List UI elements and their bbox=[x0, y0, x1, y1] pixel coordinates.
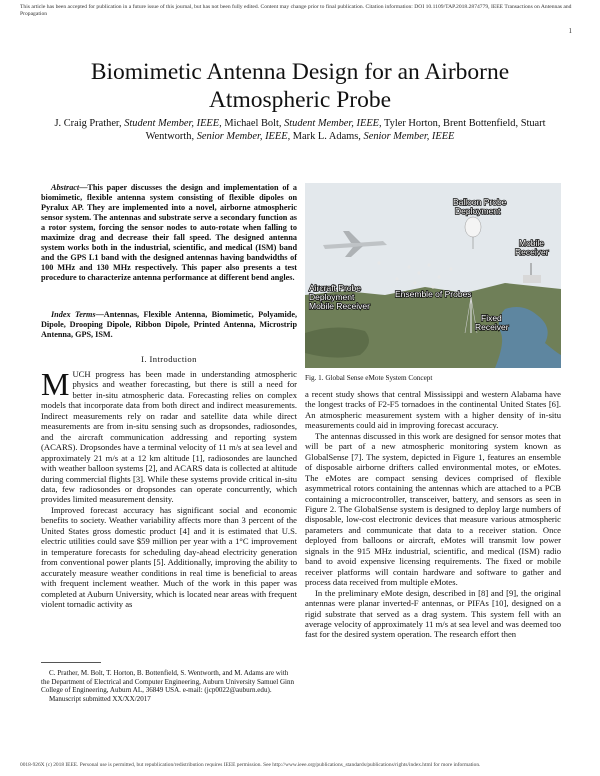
author-membership: Student Member, IEEE, bbox=[124, 118, 222, 129]
abstract-label: Abstract bbox=[51, 183, 80, 192]
author-membership: Senior Member, IEEE, bbox=[196, 131, 291, 142]
journal-notice: This article has been accepted for publication in a future issue of this journal, but has not been fully edited. Content may change prior to final publication. Citation information: DOI 10.1109/TAP.2018.2874779, IEEE Transactions on Antennas and Propagation bbox=[20, 4, 572, 17]
index-terms-text: —Antennas, Flexible Antenna, Biomimetic, Polyamide, Dipole, Drooping Dipole, Ribbon Dipole, Printed Antenna, Microstrip Antenna, GPS, ISM. bbox=[41, 310, 298, 340]
author-list bbox=[40, 117, 560, 143]
figure-system-concept bbox=[305, 183, 561, 368]
author-name: Stuart Wentworth, bbox=[145, 118, 546, 142]
index-terms-label: Index Terms bbox=[51, 310, 96, 319]
balloon-icon bbox=[465, 217, 481, 237]
page-number: 1 bbox=[568, 27, 572, 35]
abstract-text: —This paper discusses the design and implementation of a biomimetic, flexible antenna system consisting of flexible dipoles on Pyralux AP. They are implemented into a novel, airborne atmospheric sensor system. The antennas and substrate serve a secondary function as a rotor system, forcing the sensor nodes to auto-rotate when falling to maximize drag and decrease their fall speed. The designed antenna system works both in the industrial, scientific, and medical (ISM) band and the GPS L1 band with the designed antennas having bandwidths of 100 MHz and 130 MHz respectively. This paper also presents a test procedure to characterize antenna performance at different bend angles. bbox=[41, 183, 297, 283]
figure-caption: Fig. 1. Global Sense eMote System Concept bbox=[305, 374, 433, 382]
body-paragraph: a recent study shows that central Mississippi and western Alabama have the longest tracks of F2-F5 tornadoes in the continental United States [6]. An atmospheric measurement system with a higher density of in-situ measurements could aid in improving forecast accuracy. bbox=[305, 389, 561, 431]
label-fixed-receiver: Fixed Receiver bbox=[475, 313, 509, 332]
author-name: J. Craig Prather, bbox=[54, 118, 122, 129]
author-name: Mark L. Adams, bbox=[292, 131, 361, 142]
section-heading: I. Introduction bbox=[141, 354, 197, 364]
body-paragraph: The antennas discussed in this work are designed for sensor motes that will be part of a new atmospheric monitoring system known as GlobalSense [7]. The system, depicted in Figure 1, features an ensemble of disposable airborne drifters called environmental motes, or eMotes. The eMotes are compact sensing devices comprised of flexible asymmetrical rotors containing the antennas which are attached to a PCB containing a microcontroller, transceiver, battery, and sensors as seen in Figure 2. The GlobalSense system is designed to deploy large numbers of disposable, low-cost electronic devices that measure various atmospheric parameters and communicate that data to a receiver station. Once deployed from balloons or aircraft, eMotes will transmit low power signals in the 915 MHz industrial, scientific, and medical (ISM) radio band to avoid expensive licensing requirements. The fixed or mobile receiver platforms will contain hardware and software to gather and process data received from multiple eMotes. bbox=[305, 430, 561, 588]
figure-land-shade bbox=[305, 327, 369, 357]
body-paragraph: Improved forecast accuracy has significant social and economic benefits to society. Weather variability affects more than 3 percent of the United States gross domestic product [4] and it is estimated that U.S. electric utilities could save $59 million per year with a 1°C improvement in temperature forecasts for scheduling day-ahead electricity generation from conventional power plants [5]. Additionally, improving the ability to accurately measure weather conditions in real time is beneficial to areas with frequent inclement weather. Much of the work in this paper was completed at Auburn University, which is located near areas with frequent violent tornadic activity as bbox=[41, 504, 297, 609]
index-terms bbox=[41, 310, 297, 340]
copyright-footer: 0018-926X (c) 2018 IEEE. Personal use is permitted, but republication/redistribution requires IEEE permission. See http://www.ieee.org/publications_standards/publications/rights/index.html for more information. bbox=[20, 762, 481, 768]
paper-title: Biomimetic Antenna Design for an Airborne Atmospheric Probe bbox=[90, 59, 510, 113]
author-membership: Senior Member, IEEE bbox=[363, 131, 455, 142]
right-column-body bbox=[305, 389, 561, 640]
footnote-affiliation: C. Prather, M. Bolt, T. Horton, B. Bottenfield, S. Wentworth, and M. Adams are with the Department of Electrical and Computer Engineering, Auburn University Samuel Ginn College of Engineering, Auburn AL, 36849 USA. e-mail: (jcp0022@auburn.edu). bbox=[41, 669, 295, 694]
label-aircraft-deployment: Aircraft Probe Deployment Mobile Receiver bbox=[309, 283, 370, 311]
label-ensemble: Ensemble of Probes bbox=[395, 289, 472, 299]
paragraph-text: UCH progress has been made in understanding atmospheric physics and weather forecasting, but there is still a need for better in-situ atmospheric data. Forecasting relies on complex models that incorporate data from both direct and indirect measurements. Indirect measurements rely on radar and satellite data while direct measurements are from in-situ sensing such as dropsondes, radiosondes, and the aircraft communication addressing and reporting system (ACARS). Dropsondes have a terminal velocity of 11 m/s at sea level and approximately 21 m/s at a 12 km altitude [1], radiosondes are launched with weather balloon systems [2], and ACARS data is collected at altitude during commercial flights [3]. While these systems provide critical in-situ data, few radiosondes or dropsondes can operate concurrently, which provides limited measurement density. bbox=[41, 369, 297, 505]
author-name: Michael Bolt, bbox=[224, 118, 282, 129]
footnote-rule bbox=[41, 662, 101, 663]
label-balloon-deployment: Balloon Probe Deployment bbox=[453, 197, 507, 216]
author-footnote bbox=[41, 662, 297, 703]
left-column-body bbox=[41, 366, 297, 609]
drop-cap: M bbox=[41, 366, 70, 402]
body-paragraph: In the preliminary eMote design, described in [8] and [9], the original antennas were planar inverted-F antennas, or PIFAs [10], designed on a rigid substrate that served as a drag system. This system fell with an average velocity of approximately 11 m/s at sea level and was deemed too fast for the desired system operation. The research effort then bbox=[305, 587, 561, 640]
abstract bbox=[41, 183, 297, 283]
author-membership: Student Member, IEEE, bbox=[284, 118, 382, 129]
author-name: Tyler Horton, Brent Bottenfield, bbox=[384, 118, 519, 129]
label-mobile-receiver: Mobile Receiver bbox=[515, 238, 549, 257]
footnote-submission: Manuscript submitted XX/XX/2017 bbox=[49, 694, 151, 703]
body-paragraph bbox=[41, 366, 297, 505]
